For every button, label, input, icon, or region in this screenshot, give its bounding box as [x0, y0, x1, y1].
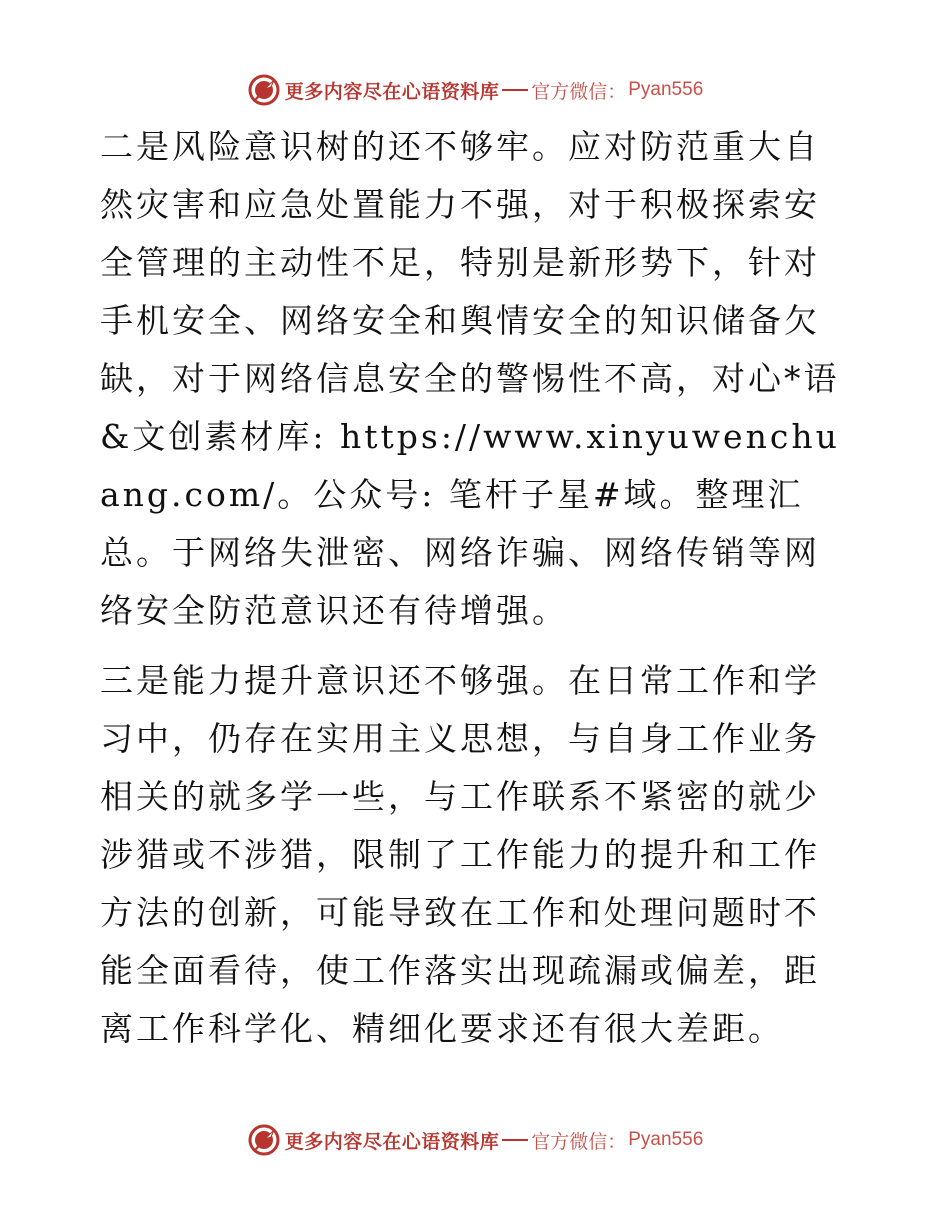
quill-logo-icon [247, 1123, 281, 1157]
quill-logo-icon [247, 73, 281, 107]
paragraph-capability-awareness: 三是能力提升意识还不够强。在日常工作和学习中，仍存在实用主义思想，与自身工作业务相关的就多学一些，与工作联系不紧密的就少涉猎或不涉猎，限制了工作能力的提升和工作方法的创新，可能导致在工作和处理问题时不能全面看待，使工作落实出现疏漏或偏差，距离工作科学化、精细化要求还有很大差距。 [100, 661, 820, 1048]
footer-banner-text: 更多内容尽在心语资料库 [284, 1130, 500, 1153]
footer-banner-tail: 官方微信： [531, 1130, 627, 1153]
header-banner-id: Pyan556 [628, 79, 704, 100]
header-banner-text: 更多内容尽在心语资料库 [284, 80, 500, 103]
header-banner [0, 70, 950, 110]
header-banner-tail: 官方微信： [531, 80, 627, 103]
document-body [100, 118, 850, 1058]
footer-banner [0, 1120, 950, 1160]
footer-banner-id: Pyan556 [628, 1129, 704, 1150]
paragraph-risk-awareness: 二是风险意识树的还不够牢。应对防范重大自然灾害和应急处置能力不强，对于积极探索安全管理的主动性不足，特别是新形势下，针对手机安全、网络安全和舆情安全的知识储备欠缺，对于网络信息安全的警惕性不高，对心*语&文创素材库: https://www.xinyuwenchuang.com/。公众号: 笔杆子星#域。整理汇总。于网络失泄密、网络诈骗、网络传销等网络安全防范意识还有待增强。 [100, 127, 840, 630]
header-banner-dash [502, 89, 528, 91]
footer-banner-dash [502, 1139, 528, 1141]
